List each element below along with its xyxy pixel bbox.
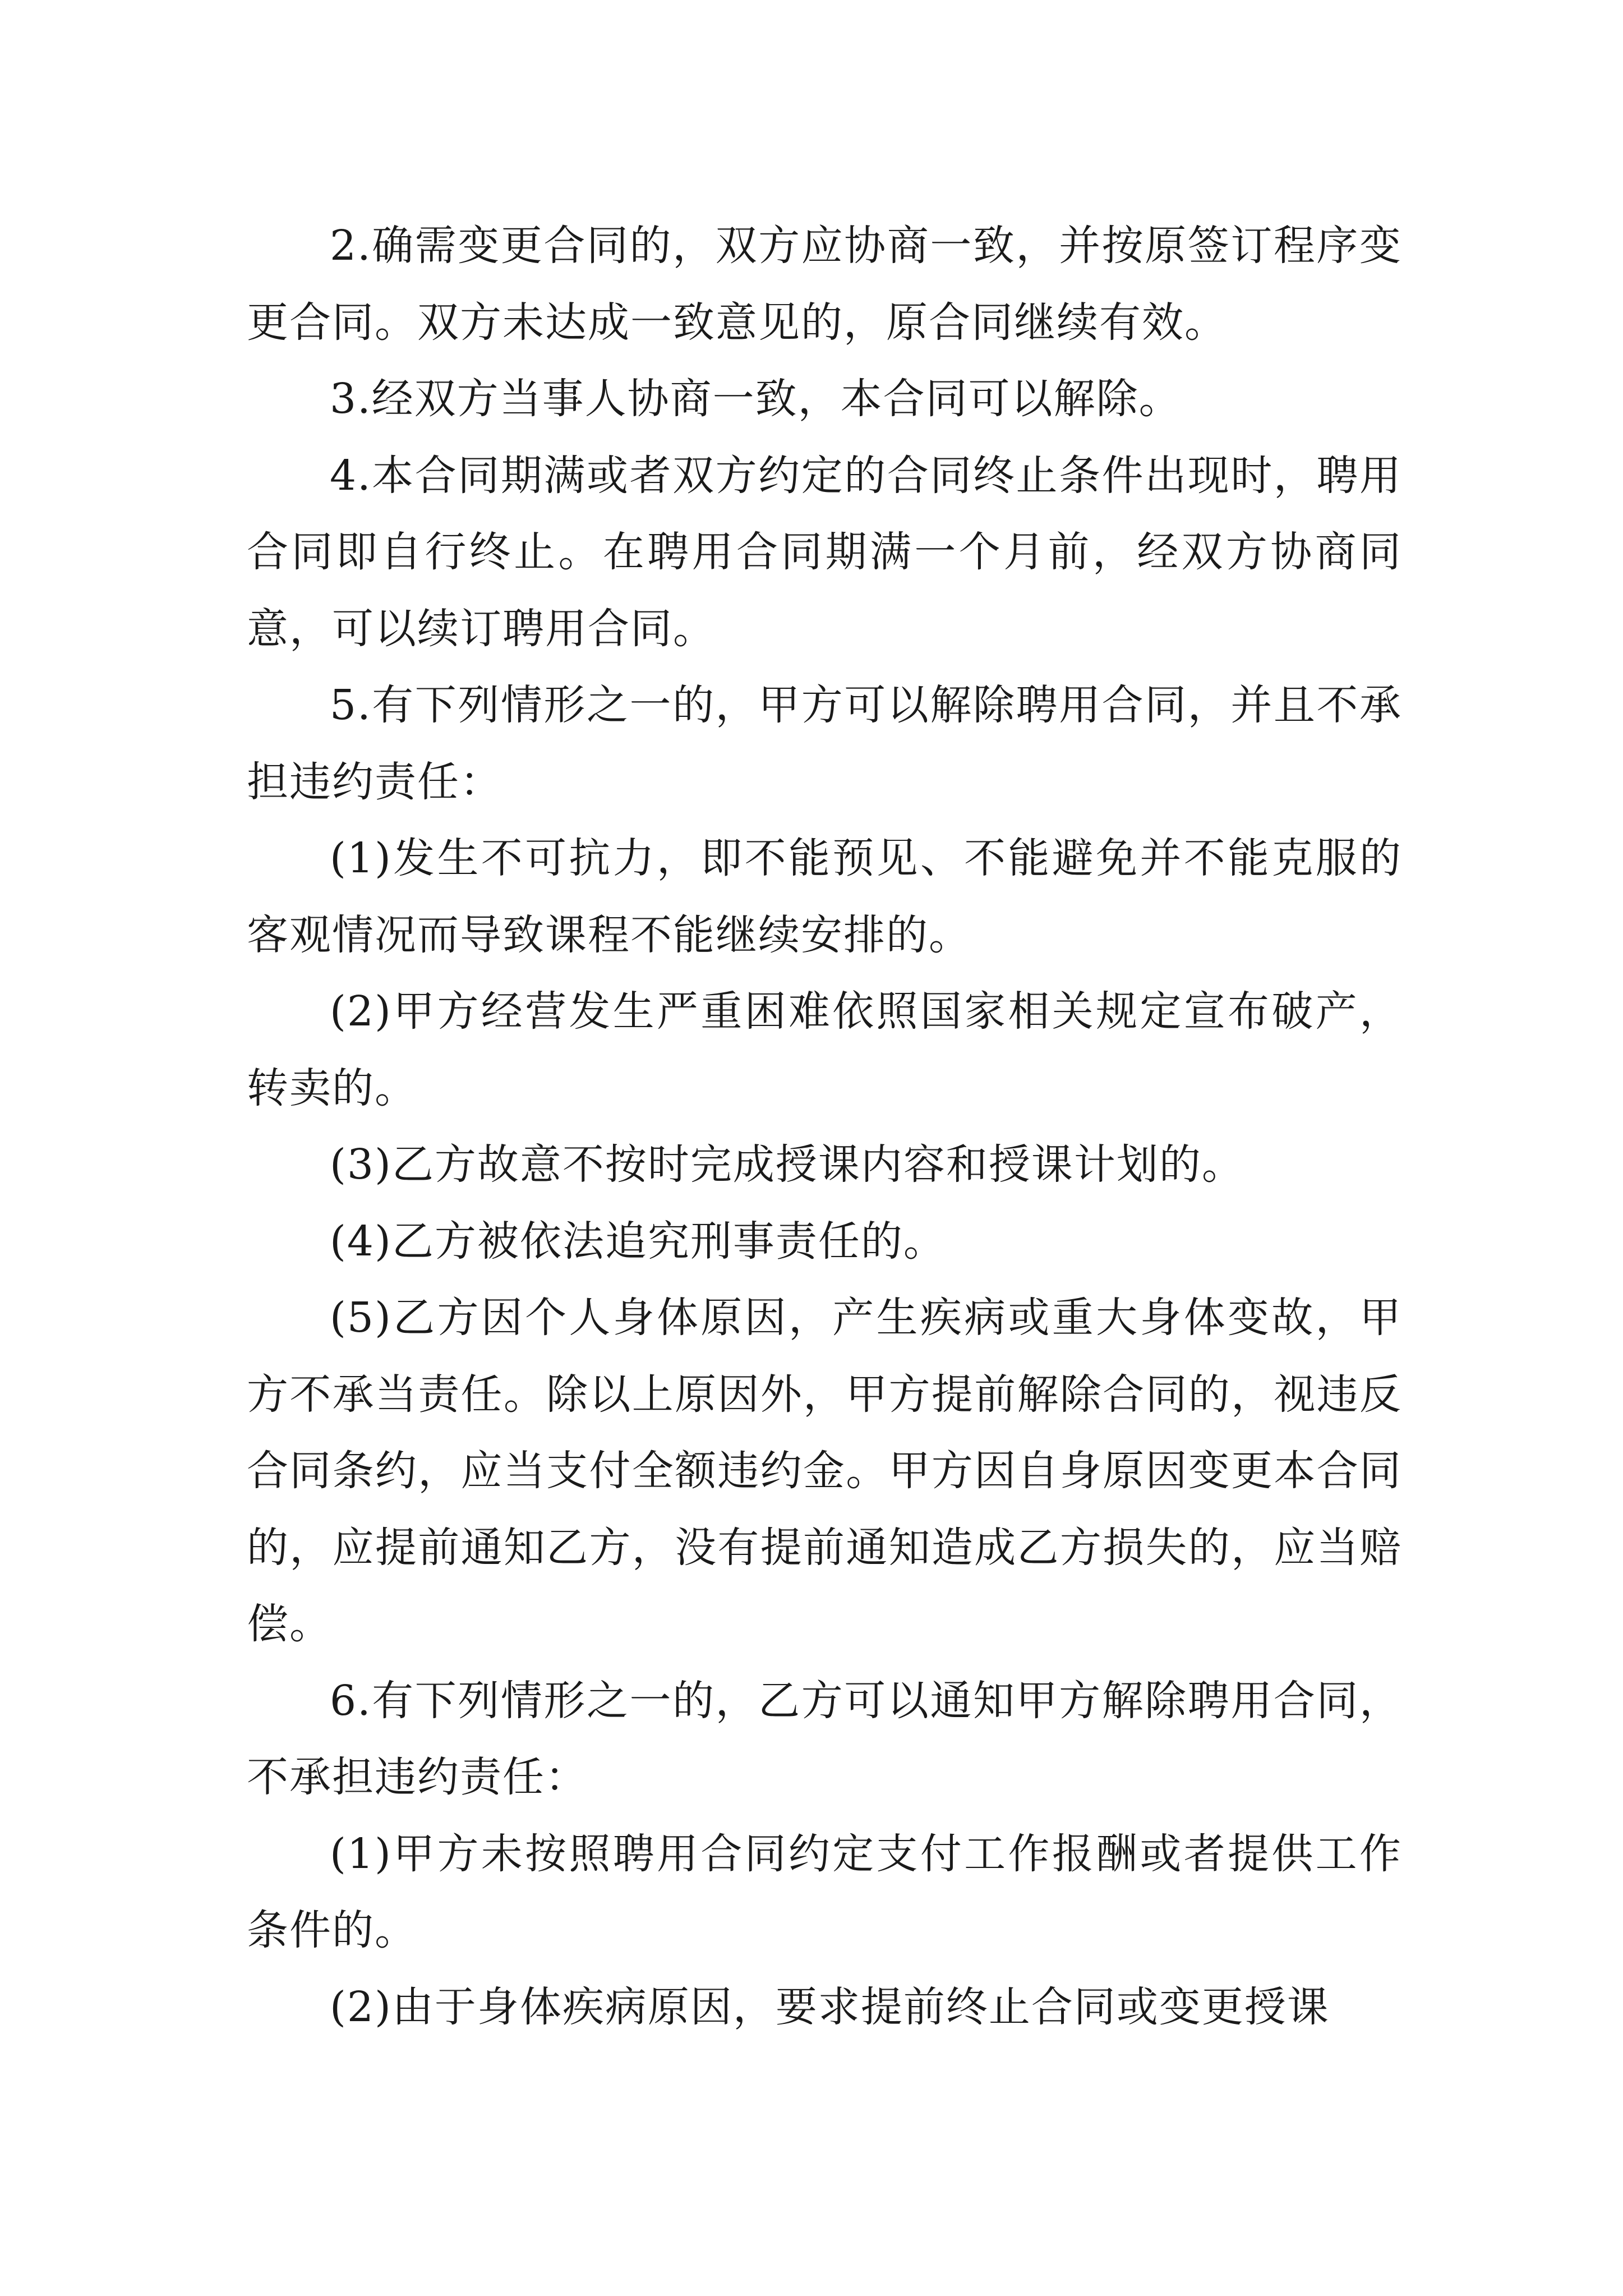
- clause-6-item-2: (2)由于身体疾病原因，要求提前终止合同或变更授课: [330, 1982, 1330, 2031]
- clause-5-paragraph: 5.有下列情形之一的，甲方可以解除聘用合同，并且不承担违约责任：: [247, 681, 1402, 806]
- clause-5-item-2: (2)甲方经营发生严重困难依照国家相关规定宣布破产，转卖的。: [247, 987, 1402, 1112]
- clause-5-item-4: (4)乙方被依法追究刑事责任的。: [330, 1217, 946, 1266]
- clause-5-item-5: (5)乙方因个人身体原因，产生疾病或重大身体变故，甲方不承当责任。除以上原因外，甲方提前解除合同的，视违反合同条约，应当支付全额违约金。甲方因自身原因变更本合同的，应提前通知乙方，没有提前通知造成乙方损失的，应当赔偿。: [247, 1294, 1402, 1648]
- clause-5-item-1: (1)发生不可抗力，即不能预见、不能避免并不能克服的客观情况而导致课程不能继续安排的。: [247, 834, 1402, 959]
- document-body: [247, 208, 1402, 2045]
- clause-6-item-1: (1)甲方未按照聘用合同约定支付工作报酬或者提供工作条件的。: [247, 1829, 1402, 1954]
- clause-6-paragraph: 6.有下列情形之一的，乙方可以通知甲方解除聘用合同，不承担违约责任：: [247, 1676, 1402, 1801]
- clause-2-paragraph: 2.确需变更合同的，双方应协商一致，并按原签订程序变更合同。双方未达成一致意见的，原合同继续有效。: [247, 222, 1402, 347]
- clause-5-item-3: (3)乙方故意不按时完成授课内容和授课计划的。: [330, 1140, 1244, 1189]
- clause-4-paragraph: 4.本合同期满或者双方约定的合同终止条件出现时，聘用合同即自行终止。在聘用合同期满一个月前，经双方协商同意，可以续订聘用合同。: [247, 451, 1402, 653]
- clause-3-paragraph: 3.经双方当事人协商一致，本合同可以解除。: [330, 375, 1182, 423]
